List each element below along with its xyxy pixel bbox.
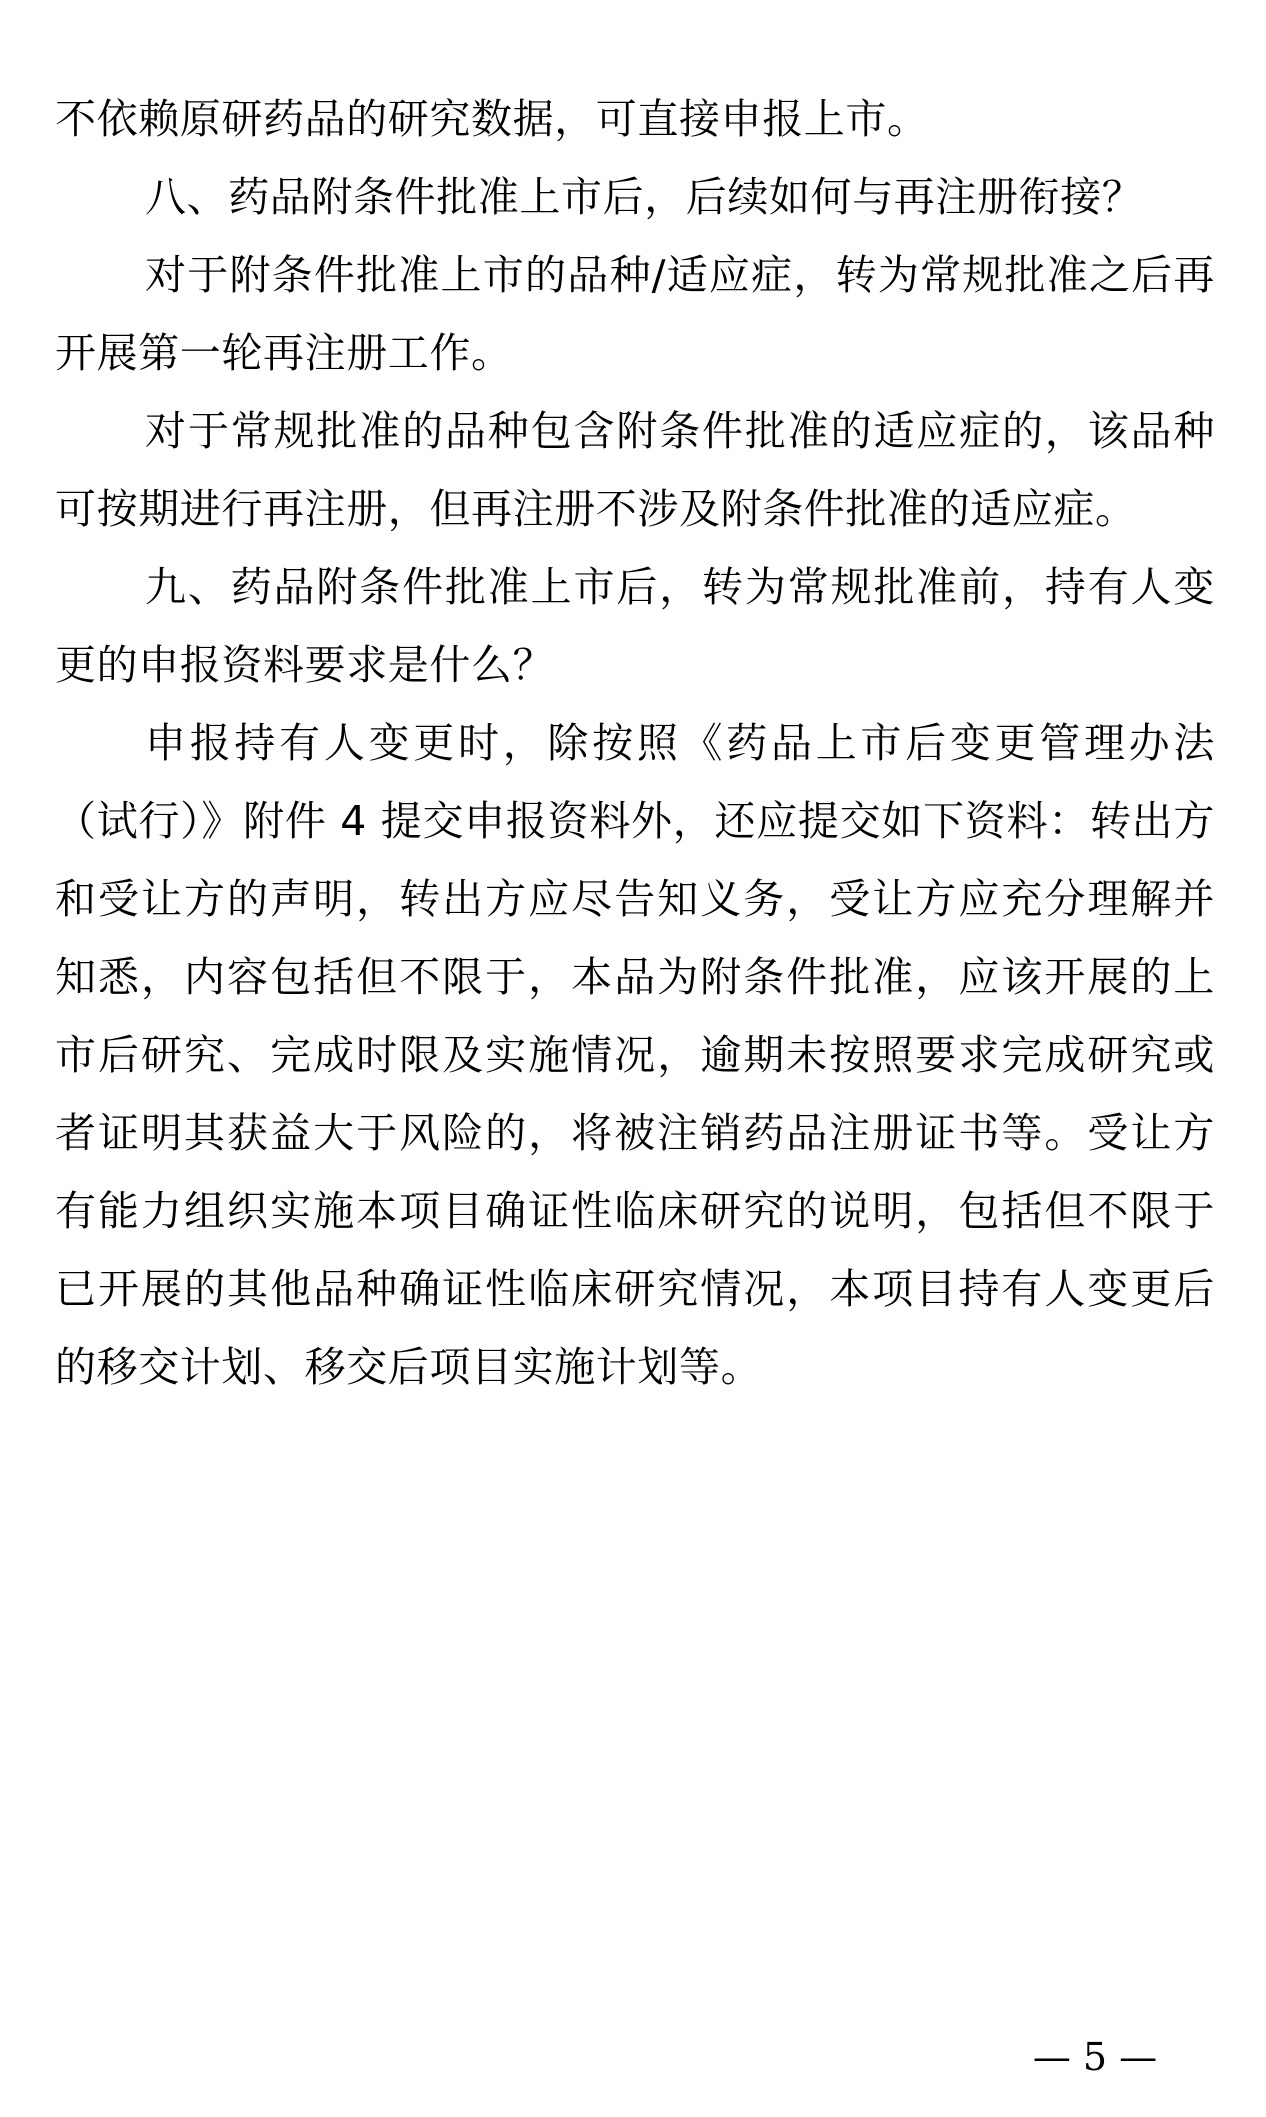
question-eight-heading: 八、药品附条件批准上市后，后续如何与再注册衔接？ [145,173,1144,221]
answer-nine-paragraph: 申报持有人变更时，除按照《药品上市后变更管理办法（试行）》附件 4 提交申报资料外，还应提交如下资料：转出方和受让方的声明，转出方应尽告知义务，受让方应充分理解并知悉，内容包括但不限于，本品为附条件批准，应该开展的上市后研究、完成时限及实施情况，逾期未按照要求完成研究或者证明其获益大于风险的，将被注销药品注册证书等。受让方有能力组织实施本项目确证性临床研究的说明，包括但不限于已开展的其他品种确证性临床研究情况，本项目持有人变更后的移交计划、移交后项目实施计划等。 [55,719,1215,1391]
page-number: — 5 — [1032,2035,1158,2079]
answer-eight-paragraph-1: 对于附条件批准上市的品种/适应症，转为常规批准之后再开展第一轮再注册工作。 [55,251,1215,377]
document-body [55,80,1215,1406]
answer-eight-paragraph-2: 对于常规批准的品种包含附条件批准的适应症的，该品种可按期进行再注册，但再注册不涉及附条件批准的适应症。 [55,407,1215,533]
paragraph-continuation: 不依赖原研药品的研究数据，可直接申报上市。 [55,95,929,143]
question-nine-heading: 九、药品附条件批准上市后，转为常规批准前，持有人变更的申报资料要求是什么？ [55,563,1215,689]
